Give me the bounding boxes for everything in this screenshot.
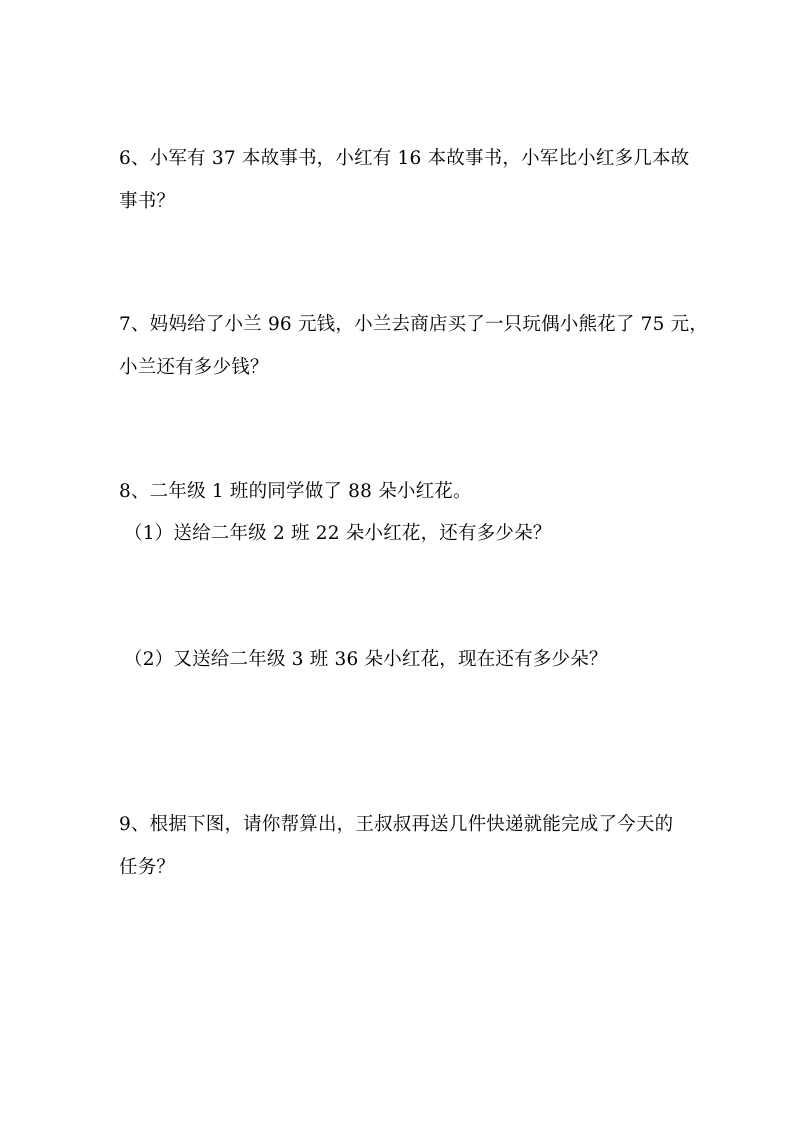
question-8-line-1: 8、二年级 1 班的同学做了 88 朵小红花。 bbox=[119, 481, 472, 502]
question-7-line-1: 7、妈妈给了小兰 96 元钱，小兰去商店买了一只玩偶小熊花了 75 元， bbox=[119, 314, 709, 335]
question-9-line-2: 任务？ bbox=[119, 857, 176, 878]
question-6-line-1: 6、小军有 37 本故事书，小红有 16 本故事书，小军比小红多几本故 bbox=[119, 148, 690, 169]
question-9-line-1: 9、根据下图，请你帮算出，王叔叔再送几件快递就能完成了今天的 bbox=[119, 814, 674, 835]
question-8-sub-2: （2）又送给二年级 3 班 36 朵小红花，现在还有多少朵？ bbox=[124, 649, 608, 670]
question-6-line-2: 事书？ bbox=[119, 191, 176, 212]
question-8-sub-1: （1）送给二年级 2 班 22 朵小红花，还有多少朵？ bbox=[124, 523, 552, 544]
question-7-line-2: 小兰还有多少钱？ bbox=[119, 357, 269, 378]
